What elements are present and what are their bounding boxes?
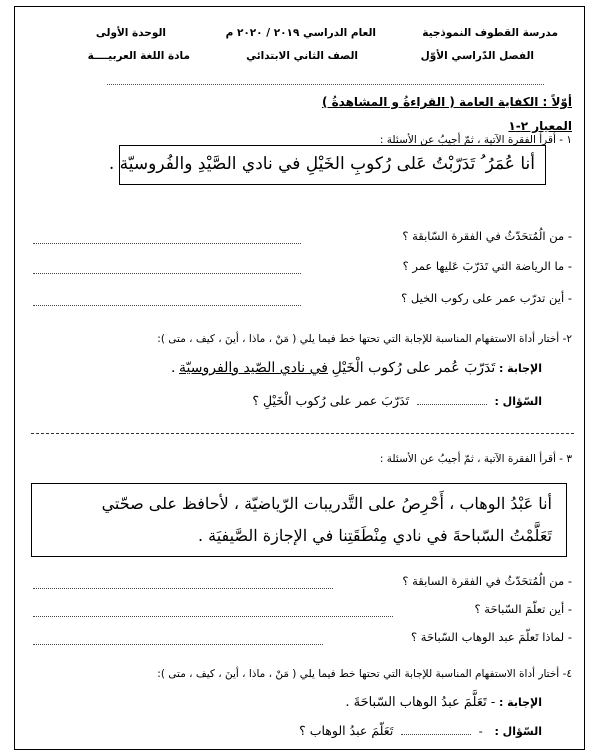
standard-label: المعيار ٢-١	[508, 119, 572, 133]
part3-question-2: - أين تعلّمَ السّباحَة ؟	[474, 602, 572, 616]
part2-instruction: ٢- أختار أداة الاستفهام المناسبة للإجابة التي تحتها خط فيما يلي ( مَنْ ، ماذا ، أينَ ، كيف ، متى ):	[157, 333, 572, 345]
page-frame	[14, 6, 585, 750]
part4-question-row	[299, 723, 542, 738]
grade-label: الصف الثاني الابتدائي	[246, 50, 358, 62]
part4-answer-row	[345, 695, 542, 710]
subject-label: مادة اللغة العربيــــة	[87, 50, 190, 62]
part2-answer-label: الإجابة :	[498, 362, 542, 375]
part3-answer-line-2[interactable]	[33, 616, 393, 617]
part3-passage-box	[31, 483, 567, 557]
school-name: مدرسة القطوف النموذجية	[422, 27, 558, 39]
part4-answer-label: الإجابة :	[498, 696, 542, 709]
part1-answer-line-2[interactable]	[33, 273, 301, 274]
part2-question-row	[252, 393, 542, 408]
part2-question-blank[interactable]	[417, 395, 487, 405]
part1-question-1: - من الُمُتحَدّثُ في الفقرة السّابقة ؟	[402, 229, 572, 243]
part4-question-label: السّؤال :	[494, 725, 542, 738]
part4-instruction: ٤- أختار أداة الاستفهام المناسبة للإجابة التي تحتها خط فيما يلي ( مَنْ ، ماذا ، أينَ ، كيف ، متى ):	[157, 668, 572, 680]
part3-instruction: ٣ - أقرأ الفقرة الآتية ، ثمّ أجيبُ عن الأسئلة :	[379, 453, 572, 465]
section-divider	[31, 433, 574, 434]
section-title: أوّلاً : الكفاية العامة ( القراءةُ و المشاهدةُ )	[321, 95, 572, 109]
part2-answer-row	[171, 360, 542, 376]
part1-question-3: - أين تدرّب عمر على ركوب الخيل ؟	[401, 291, 572, 305]
part4-question-dash: -	[478, 724, 483, 738]
part3-question-3: - لماذا تَعلّمَ عبد الوهاب السّباحَة ؟	[411, 630, 572, 644]
part2-question-label: السّؤال :	[494, 395, 542, 408]
part3-answer-line-1[interactable]	[33, 588, 333, 589]
part1-passage: أنا عُمَرُ ُ تَدَرّبْتُ عَلى رُكوبِ الخَيْلِ في نادي الصَّيْدِ والفُروسيّة .	[108, 154, 535, 174]
header-divider	[107, 84, 544, 85]
part3-answer-line-3[interactable]	[33, 644, 323, 645]
part3-passage-line-1: أنا عَبْدُ الوهاب ، أَحْرِصُ على التَّدريبات الرّياضيّة ، لأحافظ على صحّتي	[101, 494, 552, 513]
part4-answer-text: - تَعَلَّمَ عبدُ الوهاب السّباحَةَ .	[345, 695, 496, 710]
part1-answer-line-3[interactable]	[33, 305, 301, 306]
part1-question-2: - ما الرياضة التي تَدَرّبَ عَليها عمر ؟	[402, 259, 572, 273]
part2-question-text: تَدَرّبَ عمر على رُكوب الْخَيْلِ ؟	[252, 393, 410, 408]
part4-question-text: تَعَلّمَ عبدُ الوهاب ؟	[299, 723, 394, 738]
part1-answer-line-1[interactable]	[33, 243, 301, 244]
unit-label: الوحدة الأولى	[95, 27, 166, 39]
part2-answer-text: تَدَرّبَ عُمر على رُكوب الْخَيْلِ	[331, 360, 496, 376]
part2-answer-end: .	[170, 360, 176, 376]
part4-question-blank[interactable]	[401, 725, 471, 735]
part2-answer-underlined: في نادي الصّيد والفروسيّة	[179, 360, 328, 376]
part1-passage-box	[108, 145, 546, 185]
part3-question-1: - من الُمُتحَدّثُ في الفقرة السابقة ؟	[402, 574, 572, 588]
academic-year: العام الدراسي ٢٠١٩ / ٢٠٢٠ م	[225, 27, 376, 39]
part3-passage-line-2: تَعَلَّمْتُ السّباحةَ في نادي مِنْطَقَتِنا في الإجازة الصَّيفيَة .	[197, 526, 552, 545]
term-label: الفصل الدّراسي الأوّل	[420, 50, 534, 62]
part1-instruction: ١ - أقرأ الفقرة الآتية ، ثمّ أجيبُ عن الأسئلة :	[379, 134, 572, 146]
